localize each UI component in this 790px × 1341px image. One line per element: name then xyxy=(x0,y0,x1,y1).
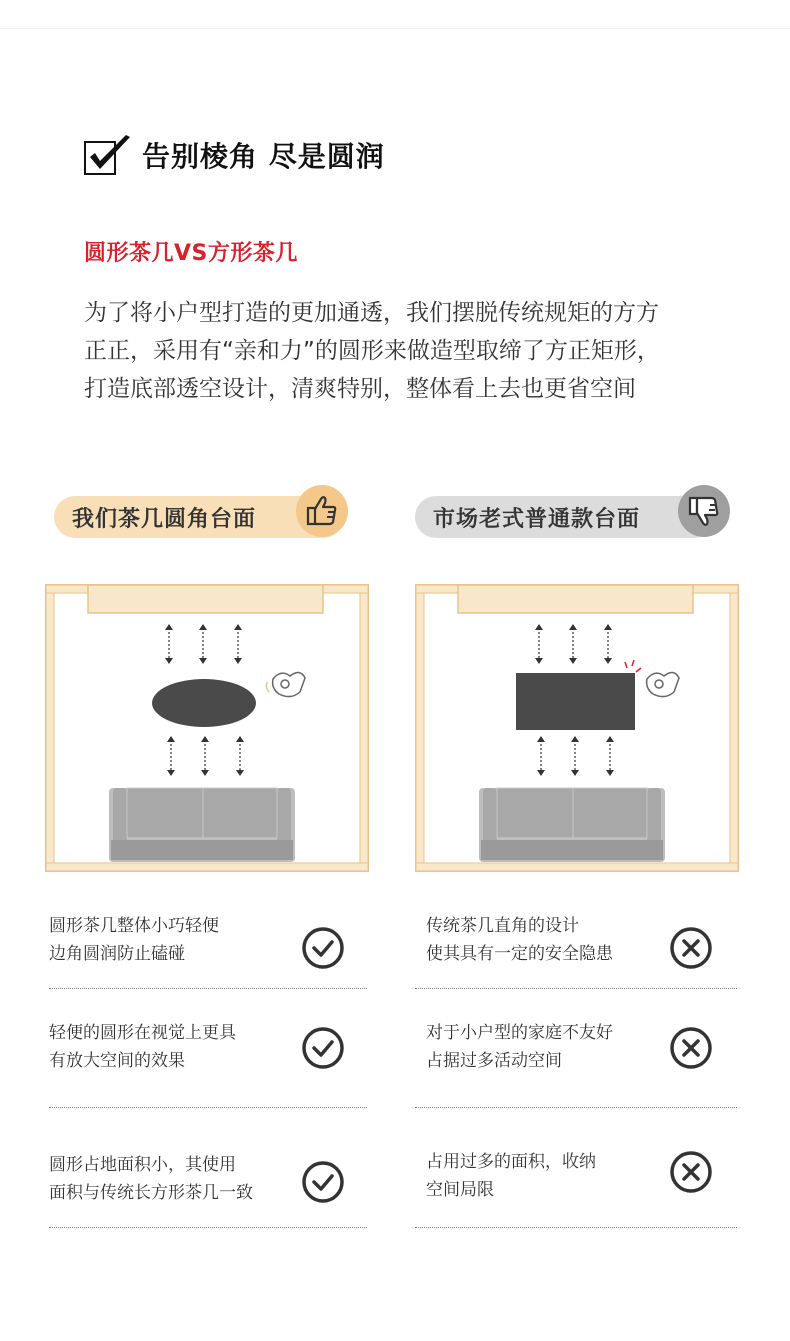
market-label: 市场老式普通款台面 xyxy=(433,506,641,532)
divider xyxy=(49,988,367,989)
section-title xyxy=(84,132,385,178)
check-circle-icon xyxy=(301,1160,345,1204)
description-line: 正正，采用有“亲和力”的圆形来做造型取缔了方正矩形， xyxy=(84,338,660,364)
cross-circle-icon xyxy=(669,1026,713,1070)
ours-point-2 xyxy=(49,1019,236,1075)
point-line: 有放大空间的效果 xyxy=(49,1051,185,1071)
thumbs-up-icon xyxy=(296,485,348,537)
point-line: 边角圆润防止磕碰 xyxy=(49,944,185,964)
description-line: 为了将小户型打造的更加通透，我们摆脱传统规矩的方方 xyxy=(84,300,659,326)
point-line: 使其具有一定的安全隐患 xyxy=(426,944,613,964)
point-line: 圆形茶几整体小巧轻便 xyxy=(49,916,219,936)
market-label-pill xyxy=(415,496,715,538)
point-line: 对于小户型的家庭不友好 xyxy=(426,1023,613,1043)
check-circle-icon xyxy=(301,926,345,970)
checkbox-icon xyxy=(84,135,124,175)
square-table-room-diagram xyxy=(415,584,739,872)
point-line: 传统茶几直角的设计 xyxy=(426,916,579,936)
divider xyxy=(415,1107,737,1108)
divider xyxy=(415,1227,737,1228)
point-line: 占用过多的面积，收纳 xyxy=(426,1152,596,1172)
market-point-2 xyxy=(426,1019,613,1075)
page-title: 告别棱角 尽是圆润 xyxy=(142,140,385,173)
divider xyxy=(49,1227,367,1228)
point-line: 空间局限 xyxy=(426,1180,494,1200)
point-line: 面积与传统长方形茶几一致 xyxy=(49,1183,253,1203)
top-divider xyxy=(0,28,790,29)
comparison-subtitle: 圆形茶几VS方形茶几 xyxy=(84,241,298,266)
market-point-3 xyxy=(426,1148,596,1204)
description xyxy=(84,294,744,408)
divider xyxy=(415,988,737,989)
thumbs-down-icon xyxy=(678,485,730,537)
ours-label: 我们茶几圆角台面 xyxy=(72,506,257,532)
ours-point-3 xyxy=(49,1151,253,1207)
cross-circle-icon xyxy=(669,926,713,970)
round-table-room-diagram xyxy=(45,584,369,872)
check-circle-icon xyxy=(301,1026,345,1070)
market-point-1 xyxy=(426,912,613,968)
description-line: 打造底部透空设计，清爽特别，整体看上去也更省空间 xyxy=(84,376,636,402)
point-line: 圆形占地面积小，其使用 xyxy=(49,1155,236,1175)
cross-circle-icon xyxy=(669,1150,713,1194)
point-line: 占据过多活动空间 xyxy=(426,1051,562,1071)
ours-point-1 xyxy=(49,912,219,968)
point-line: 轻便的圆形在视觉上更具 xyxy=(49,1023,236,1043)
divider xyxy=(49,1107,367,1108)
